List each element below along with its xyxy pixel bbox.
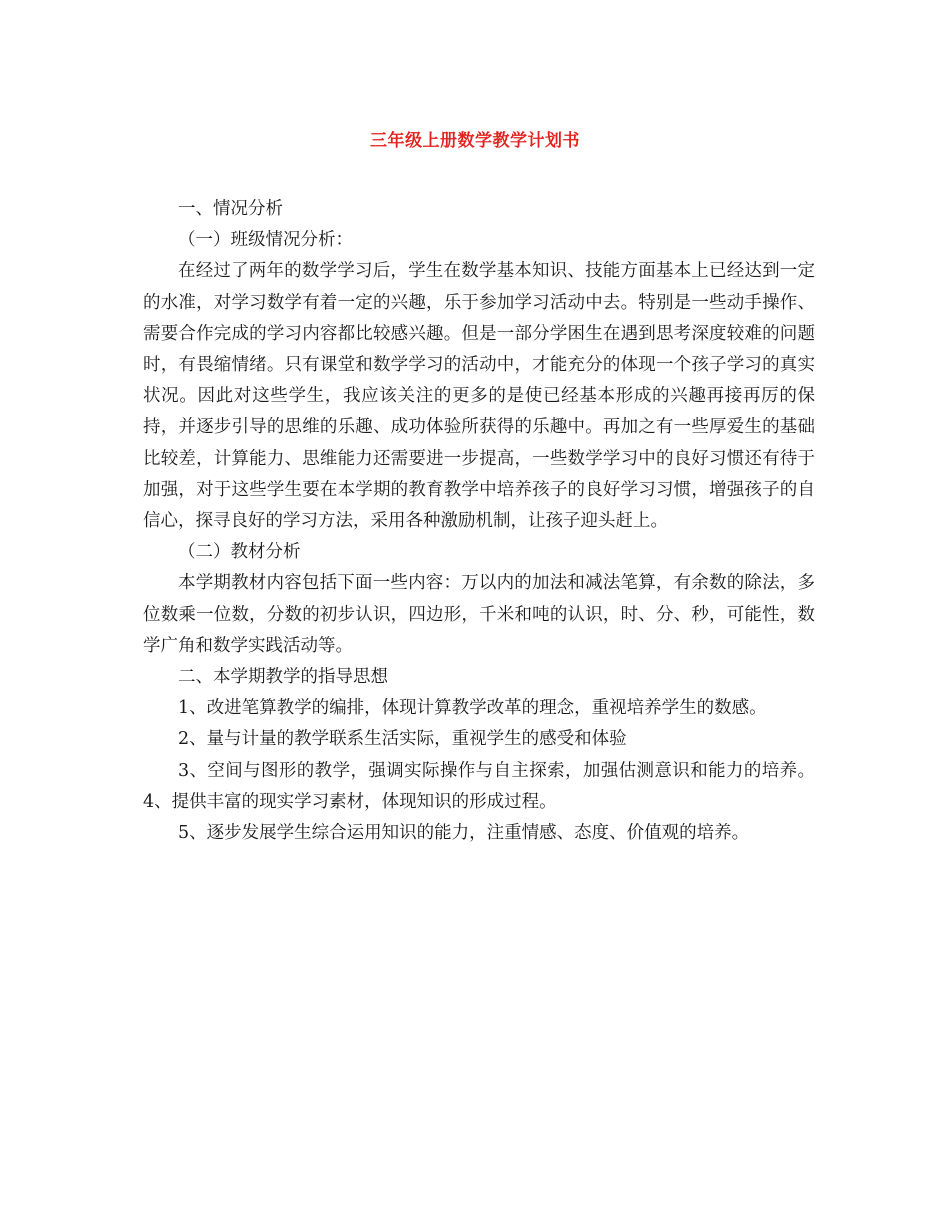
paragraph-class-analysis: 在经过了两年的数学学习后，学生在数学基本知识、技能方面基本上已经达到一定的水准，对学习数学有着一定的兴趣，乐于参加学习活动中去。特别是一些动手操作、需要合作完成的学习内容都比较感兴趣。但是一部分学困生在遇到思考深度较难的问题时，有畏缩情绪。只有课堂和数学学习的活动中，才能充分的体现一个孩子学习的真实状况。因此对这些学生，我应该关注的更多的是使已经基本形成的兴趣再接再厉的保持，并逐步引导的思维的乐趣、成功体验所获得的乐趣中。再加之有一些厚爱生的基础比较差，计算能力、思维能力还需要进一步提高，一些数学学习中的良好习惯还有待于加强，对于这些学生要在本学期的教育教学中培养孩子的良好学习习惯，增强孩子的自信心，探寻良好的学习方法，采用各种激励机制，让孩子迎头赶上。 [143,261,815,532]
list-item-1: 1、改进笔算教学的编排，体现计算教学改革的理念，重视培养学生的数感。 [178,698,767,719]
list-item-2: 2、量与计量的教学联系生活实际，重视学生的感受和体验 [178,729,627,750]
section-heading-guiding-thought: 二、本学期教学的指导思想 [178,667,388,688]
document-body [143,194,815,849]
list-item-5: 5、逐步发展学生综合运用知识的能力，注重情感、态度、价值观的培养。 [178,823,750,844]
subsection-heading-class-analysis: （一）班级情况分析： [178,230,353,251]
section-heading-situation-analysis: 一、情况分析 [178,199,283,219]
paragraph-textbook-analysis: 本学期教材内容包括下面一些内容：万以内的加法和减法笔算，有余数的除法，多位数乘一位数，分数的初步认识，四边形，千米和吨的认识，时、分、秒，可能性，数学广角和数学实践活动等。 [143,573,815,656]
document-title: 三年级上册数学教学计划书 [370,131,580,151]
subsection-heading-textbook-analysis: （二）教材分析 [178,542,301,563]
list-item-3-4: 3、空间与图形的教学，强调实际操作与自主探索，加强估测意识和能力的培养。4、提供丰富的现实学习素材，体现知识的形成过程。 [143,760,815,812]
